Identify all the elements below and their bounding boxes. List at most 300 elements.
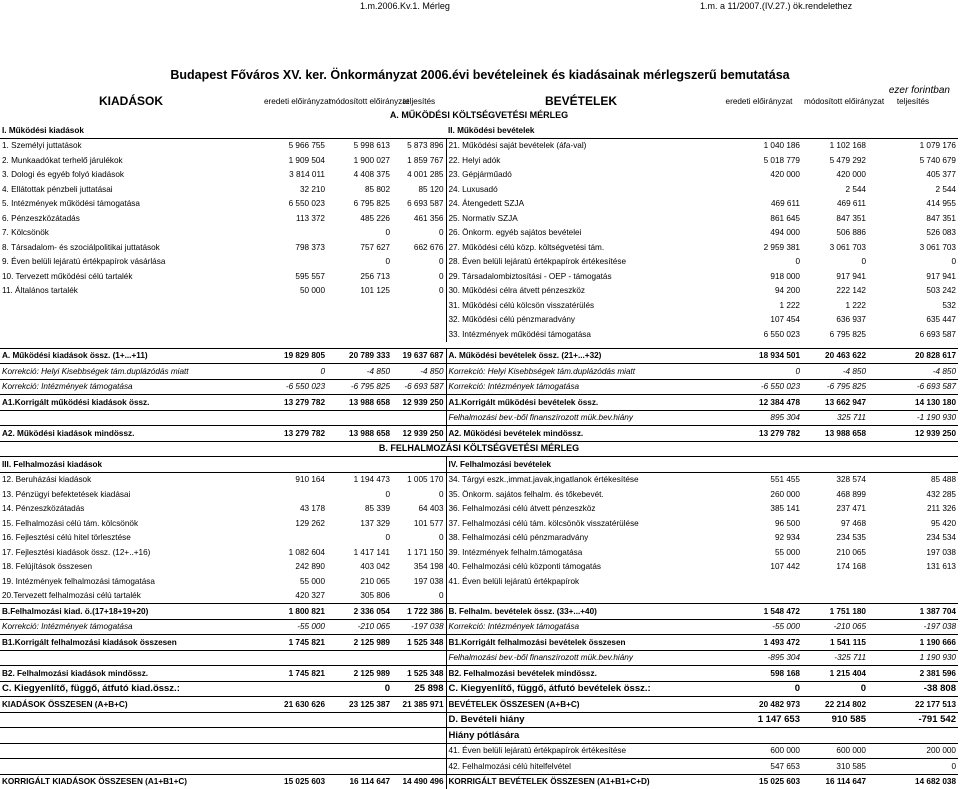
mod-left: 137 329 [360,518,390,528]
mod-right: -210 065 [802,619,868,635]
label-right: A2. Működési bevételek mindössz. [446,426,716,442]
label-right: 26. Önkorm. egyéb sajátos bevételei [448,228,582,238]
mod-left: -4 850 [327,364,392,380]
label-right: 27. Működési célú közp. költségvetési tám. [448,242,605,252]
table-row [0,379,958,395]
label-left: 2. Munkaadókat terhelő járulékok [2,155,123,165]
label-left: 3. Dologi és egyéb folyó kiadások [2,170,124,180]
orig-right: 1 222 [779,300,800,310]
mod-left [327,759,392,775]
orig-left: -55 000 [262,619,327,635]
label-right: 38. Felhalmozási célú pénzmaradvány [448,533,589,543]
table-row [0,348,958,364]
orig-right [716,728,802,744]
orig-left: 5 966 755 [288,141,325,151]
orig-right [716,574,802,589]
mod-right: 468 899 [836,489,866,499]
perf-left: 1 005 170 [392,472,446,487]
label-right: B1.Korrigált felhalmozási bevételek összesen [446,635,716,651]
section-b-heading: B. FELHALMOZÁSI KÖLTSÉGVETÉSI MÉRLEG [0,441,958,457]
perf-left: 21 385 971 [392,697,446,713]
orig-right [716,182,802,197]
label-right: B. Felhalm. bevételek össz. (33+...+40) [446,604,716,620]
label-right: 25. Normatív SZJA [448,213,518,223]
perf-left: 0 [392,226,446,241]
label-right: 37. Felhalmozási célú tám. kölcsönök visszatérülése [448,518,639,528]
perf-right: -38 808 [868,681,958,697]
orig-left [262,226,327,241]
perf-right [868,589,958,604]
label-right: D. Bevételi hiány [446,712,716,728]
label-left: Korrekció: Intézmények támogatása [0,379,262,395]
orig-left: 1 082 604 [288,547,325,557]
mod-right: 1 541 115 [802,635,868,651]
mod-right: 234 535 [836,533,866,543]
orig-right: 2 959 381 [763,242,800,252]
label-right [446,589,716,604]
perf-right: 20 828 617 [868,348,958,364]
mod-right: 1 102 168 [829,141,866,151]
orig-left: 32 210 [299,184,325,194]
perf-left: 5 873 896 [392,138,446,153]
table-row [0,313,958,328]
mod-right: 325 711 [802,410,868,426]
table-row [0,516,958,531]
mod-right: 174 168 [836,562,866,572]
perf-right: 85 488 [930,475,956,485]
mod-right: 22 214 802 [802,697,868,713]
mod-left: 85 339 [364,504,390,514]
table-row [0,560,958,575]
perf-right: 847 351 [926,213,956,223]
label-right: Korrekció: Intézmények támogatása [446,619,716,635]
table-row [0,197,958,212]
mod-right: 1 751 180 [802,604,868,620]
orig-right: 420 000 [770,170,800,180]
orig-right: 260 000 [770,489,800,499]
col-orig-left: eredeti előirányzat [264,96,331,106]
perf-right: 200 000 [868,743,958,759]
table-row [0,138,958,153]
header-right: 1.m. a 11/2007.(IV.27.) ök.rendelethez [700,1,853,11]
mod-left [327,728,392,744]
mod-left: 13 988 658 [327,395,392,411]
mod-right: 910 585 [802,712,868,728]
orig-left [262,327,327,342]
mod-left: 403 042 [360,562,390,572]
perf-right: -4 850 [868,364,958,380]
mod-left: 4 408 375 [353,170,390,180]
page-header [0,0,960,12]
label-right: 34. Tárgyi eszk.,immat.javak,ingatlanok értékesítése [448,475,639,485]
mod-right: 16 114 647 [802,774,868,789]
label-left: A2. Működési kiadások mindössz. [0,426,262,442]
mod-right: 917 941 [836,271,866,281]
orig-left: 1 745 821 [262,635,327,651]
orig-right: 895 304 [716,410,802,426]
orig-left: 43 178 [299,504,325,514]
perf-left [392,298,446,313]
orig-left: 113 372 [296,213,325,223]
mod-left: 2 125 989 [327,635,392,651]
label-left: 10. Tervezett működési célú tartalék [2,271,133,281]
table-row [0,502,958,517]
label-left: B.Felhalmozási kiad. ö.(17+18+19+20) [0,604,262,620]
expenses-title: KIADÁSOK [98,93,163,108]
orig-left: 3 814 011 [289,170,325,180]
table-row [0,604,958,620]
table-row [0,168,958,183]
label-left [0,759,262,775]
perf-left [392,313,446,328]
orig-left [262,487,327,502]
perf-right: 432 285 [926,489,956,499]
mod-right: 847 351 [836,213,866,223]
mod-left: -6 795 825 [327,379,392,395]
label-left: 7. Kölcsönök [2,228,49,238]
perf-left [392,650,446,666]
label-right: 22. Helyi adók [448,155,501,165]
orig-right: 1 493 472 [716,635,802,651]
label-right: Felhalmozási bev.-ből finanszírozott mük.bev.hiány [446,650,716,666]
perf-left: 0 [392,487,446,502]
label-left: 17. Fejlesztési kiadások össz. (12+..+16) [2,547,151,557]
label-right: 24. Luxusadó [448,184,498,194]
label-right: 36. Felhalmozási célú átvett pénzeszköz [448,504,596,514]
col-perf-right: teljesítés [896,96,930,106]
perf-left: 0 [392,269,446,284]
mod-left: 6 795 825 [353,199,390,209]
label-right: Hiány pótlására [446,728,716,744]
label-right: BEVÉTELEK ÖSSZESEN (A+B+C) [446,697,716,713]
mod-right: 2 544 [845,184,866,194]
table-row [0,410,958,426]
perf-right: 0 [868,759,958,775]
orig-left: 910 164 [295,475,325,485]
orig-right: 861 645 [770,213,800,223]
perf-right: 2 381 596 [868,666,958,682]
table-row [0,364,958,380]
label-left: 19. Intézmények felhalmozási támogatása [2,576,155,586]
mod-left: 1 900 027 [353,155,390,165]
label-right: 41. Éven belüli lejáratú értékpapírok [448,576,580,586]
section-b-subheading: III. Felhalmozási kiadások IV. Felhalmozási bevételek [0,457,958,473]
label-left: KIADÁSOK ÖSSZESEN (A+B+C) [0,697,262,713]
mod-right: 600 000 [802,743,868,759]
mod-right: 20 463 622 [802,348,868,364]
perf-right: 503 242 [926,286,956,296]
mod-right: 97 468 [840,518,866,528]
col-mod-right: módosított előirányzat [804,96,885,106]
orig-right [716,589,802,604]
orig-right: 6 550 023 [763,329,800,339]
table-row [0,574,958,589]
section-a-subheading: I. Működési kiadások II. Működési bevételek [0,123,958,138]
orig-right: 918 000 [770,271,800,281]
orig-right: 0 [716,364,802,380]
orig-left: 420 327 [295,591,325,601]
orig-left [262,313,327,328]
perf-right: -1 190 930 [868,410,958,426]
mod-right: 506 886 [836,228,866,238]
mod-left: 0 [385,489,390,499]
mod-right: 310 585 [802,759,868,775]
perf-left: 0 [392,531,446,546]
label-right: 39. Intézmények felhalm.támogatása [448,547,583,557]
section-a-heading: A. MŰKÖDÉSI KÖLTSÉGVETÉSI MÉRLEG [389,110,569,121]
mod-left: 0 [385,257,390,267]
mod-left: 757 627 [360,242,390,252]
mod-right: 13 988 658 [802,426,868,442]
mod-right: 0 [802,681,868,697]
label-right: Korrekció: Intézmények támogatása [446,379,716,395]
mod-right: 0 [861,257,866,267]
label-right: 21. Működési saját bevételek (áfa-val) [448,141,587,151]
col-orig-right: eredeti előirányzat [725,96,793,106]
label-left [0,313,262,328]
perf-right: 14 130 180 [868,395,958,411]
unit-label: ezer forintban [888,85,950,96]
label-right: A. Működési bevételek össz. (21+...+32) [446,348,716,364]
orig-left [262,759,327,775]
label-right: 29. Társadalombiztosítási - OEP - támogatás [448,271,612,281]
perf-right: 197 038 [926,547,956,557]
label-right: Felhalmozási bev.-ből finanszírozott mük.bev.hiány [446,410,716,426]
orig-left: 19 829 805 [262,348,327,364]
mod-left: 20 789 333 [327,348,392,364]
label-left: C. Kiegyenlítő, függő, átfutó kiad.össz.: [0,681,262,697]
table-row [0,545,958,560]
mod-left: 0 [385,533,390,543]
orig-left: -6 550 023 [262,379,327,395]
orig-right: 107 442 [770,562,800,572]
label-right: 33. Intézmények működési támogatása [448,329,591,339]
label-right: A1.Korrigált működési bevételek össz. [446,395,716,411]
orig-right: 0 [795,257,800,267]
mod-right [802,728,868,744]
orig-right: 94 200 [774,286,800,296]
label-left [0,410,262,426]
orig-left: 13 279 782 [262,395,327,411]
perf-left: 354 198 [392,560,446,575]
orig-left [262,712,327,728]
table-row [0,531,958,546]
mod-left: 2 125 989 [327,666,392,682]
perf-right [868,728,958,744]
label-left: B2. Felhalmozási kiadások mindössz. [0,666,262,682]
mod-left: 485 226 [360,213,390,223]
orig-left [262,410,327,426]
orig-right: 1 147 653 [716,712,802,728]
label-right: B2. Felhalmozási bevételek mindössz. [446,666,716,682]
perf-left: 12 939 250 [392,426,446,442]
orig-left: 242 890 [295,562,325,572]
label-right: 40. Felhalmozási célú központi támogatás [448,562,601,572]
orig-right: 5 018 779 [763,155,800,165]
perf-left: 4 001 285 [392,168,446,183]
table-row [0,743,958,759]
perf-left: 0 [392,255,446,270]
mod-left: 0 [327,681,392,697]
orig-right: 13 279 782 [716,426,802,442]
orig-right: -55 000 [716,619,802,635]
label-left [0,650,262,666]
perf-left: 0 [392,284,446,299]
label-left: 1. Személyi juttatások [2,141,82,151]
perf-right: 405 377 [926,170,956,180]
label-right: 35. Önkorm. sajátos felhalm. és tőkebevét. [448,489,604,499]
mod-right: 5 479 292 [829,155,866,165]
mod-left: 2 336 054 [327,604,392,620]
orig-left: 1 745 821 [262,666,327,682]
perf-right: 0 [951,257,956,267]
orig-right: 12 384 478 [716,395,802,411]
perf-right: 131 613 [926,562,956,572]
label-left [0,298,262,313]
table-row [0,211,958,226]
orig-right: 385 141 [770,504,800,514]
orig-right: 551 455 [770,475,800,485]
label-left: 14. Pénzeszközátadás [2,504,85,514]
label-right: 41. Éven belüli lejáratú értékpapírok értékesítése [446,743,716,759]
mod-right [802,589,868,604]
perf-left: 1 859 767 [392,153,446,168]
mod-right: 210 065 [836,547,866,557]
table-row [0,298,958,313]
orig-left [262,531,327,546]
perf-left: -4 850 [392,364,446,380]
orig-left [262,743,327,759]
label-left: 5. Intézmények működési támogatása [2,199,140,209]
perf-left: 1 525 348 [392,666,446,682]
orig-left: 129 262 [295,518,325,528]
label-left [0,327,262,342]
perf-right: 22 177 513 [868,697,958,713]
orig-right: 494 000 [770,228,800,238]
perf-left: 1 171 150 [392,545,446,560]
perf-left: 0 [392,589,446,604]
perf-right: -6 693 587 [868,379,958,395]
perf-left: -6 693 587 [392,379,446,395]
label-left: 18. Felújítások összesen [2,562,93,572]
perf-right [868,574,958,589]
mod-left: 16 114 647 [327,774,392,789]
perf-left: 6 693 587 [392,197,446,212]
label-right: 24. Átengedett SZJA [448,199,525,209]
orig-right: 107 454 [770,315,800,325]
mod-left: 1 417 141 [353,547,390,557]
perf-right: 234 534 [926,533,956,543]
label-left: 11. Általános tartalék [2,286,78,296]
orig-left [262,728,327,744]
label-left: 16. Fejlesztési célú hitel törlesztése [2,533,131,543]
table-row [0,697,958,713]
table-row [0,226,958,241]
label-left: 20.Tervezett felhalmozási célú tartalék [2,591,141,601]
table-row [0,426,958,442]
perf-right: 14 682 038 [868,774,958,789]
orig-right: 96 500 [774,518,800,528]
mod-right: -325 711 [802,650,868,666]
perf-left: 662 676 [392,240,446,255]
label-right: 28. Éven belüli lejáratú értékpapírok értékesítése [448,257,626,267]
orig-left: 50 000 [299,286,325,296]
orig-left [262,681,327,697]
table-row [0,589,958,604]
label-right: 42. Felhalmozási célú hitelfelvétel [446,759,716,775]
label-right: 31. Működési célú kölcsön visszatérülés [448,300,595,310]
orig-left: 0 [262,364,327,380]
perf-left [392,759,446,775]
label-left: 6. Pénzeszközátadás [2,213,80,223]
mod-left [327,712,392,728]
orig-right: 598 168 [716,666,802,682]
header-left: 1.m.2006.Kv.1. Mérleg [360,1,450,11]
mod-left [327,313,392,328]
perf-right: 1 079 176 [919,141,956,151]
perf-right: 917 941 [926,271,956,281]
perf-right: 12 939 250 [868,426,958,442]
table-row [0,327,958,342]
perf-right: 2 544 [935,184,956,194]
perf-right: 635 447 [926,315,956,325]
mod-right: 1 222 [845,300,866,310]
label-left: B1.Korrigált felhalmozási kiadások összesen [0,635,262,651]
perf-left: 1 525 348 [392,635,446,651]
mod-left [327,743,392,759]
table-row [0,487,958,502]
table-row [0,255,958,270]
orig-left [262,298,327,313]
orig-right: -6 550 023 [716,379,802,395]
orig-left: 1 909 504 [288,155,325,165]
label-left: 13. Pénzügyi befektetések kiadásai [2,489,131,499]
perf-left: 101 577 [392,516,446,531]
mod-left [327,298,392,313]
mod-right: 1 215 404 [802,666,868,682]
orig-right: 18 934 501 [716,348,802,364]
mod-left: 305 806 [360,591,390,601]
orig-right: 547 653 [716,759,802,775]
mod-right: 6 795 825 [829,329,866,339]
table-row [0,728,958,744]
revenues-title: BEVÉTELEK [544,93,617,108]
table-row [0,182,958,197]
label-left [0,743,262,759]
mod-left: 5 998 613 [353,141,390,151]
orig-right: 1 040 186 [763,141,800,151]
perf-right: 1 387 704 [868,604,958,620]
perf-right: 6 693 587 [919,329,956,339]
perf-left: 85 120 [392,182,446,197]
label-left: Korrekció: Intézmények támogatása [0,619,262,635]
orig-right: 55 000 [774,547,800,557]
mod-right: 469 611 [837,199,866,209]
table-row [0,712,958,728]
mod-left: -210 065 [327,619,392,635]
table-row [0,650,958,666]
table-row [0,269,958,284]
table-row [0,681,958,697]
orig-left: 1 800 821 [262,604,327,620]
table-row [0,619,958,635]
mod-left: 210 065 [360,576,390,586]
perf-left: 12 939 250 [392,395,446,411]
orig-right: 92 934 [774,533,800,543]
orig-left: 6 550 023 [288,199,325,209]
label-left [0,712,262,728]
mod-right: 328 574 [836,475,866,485]
